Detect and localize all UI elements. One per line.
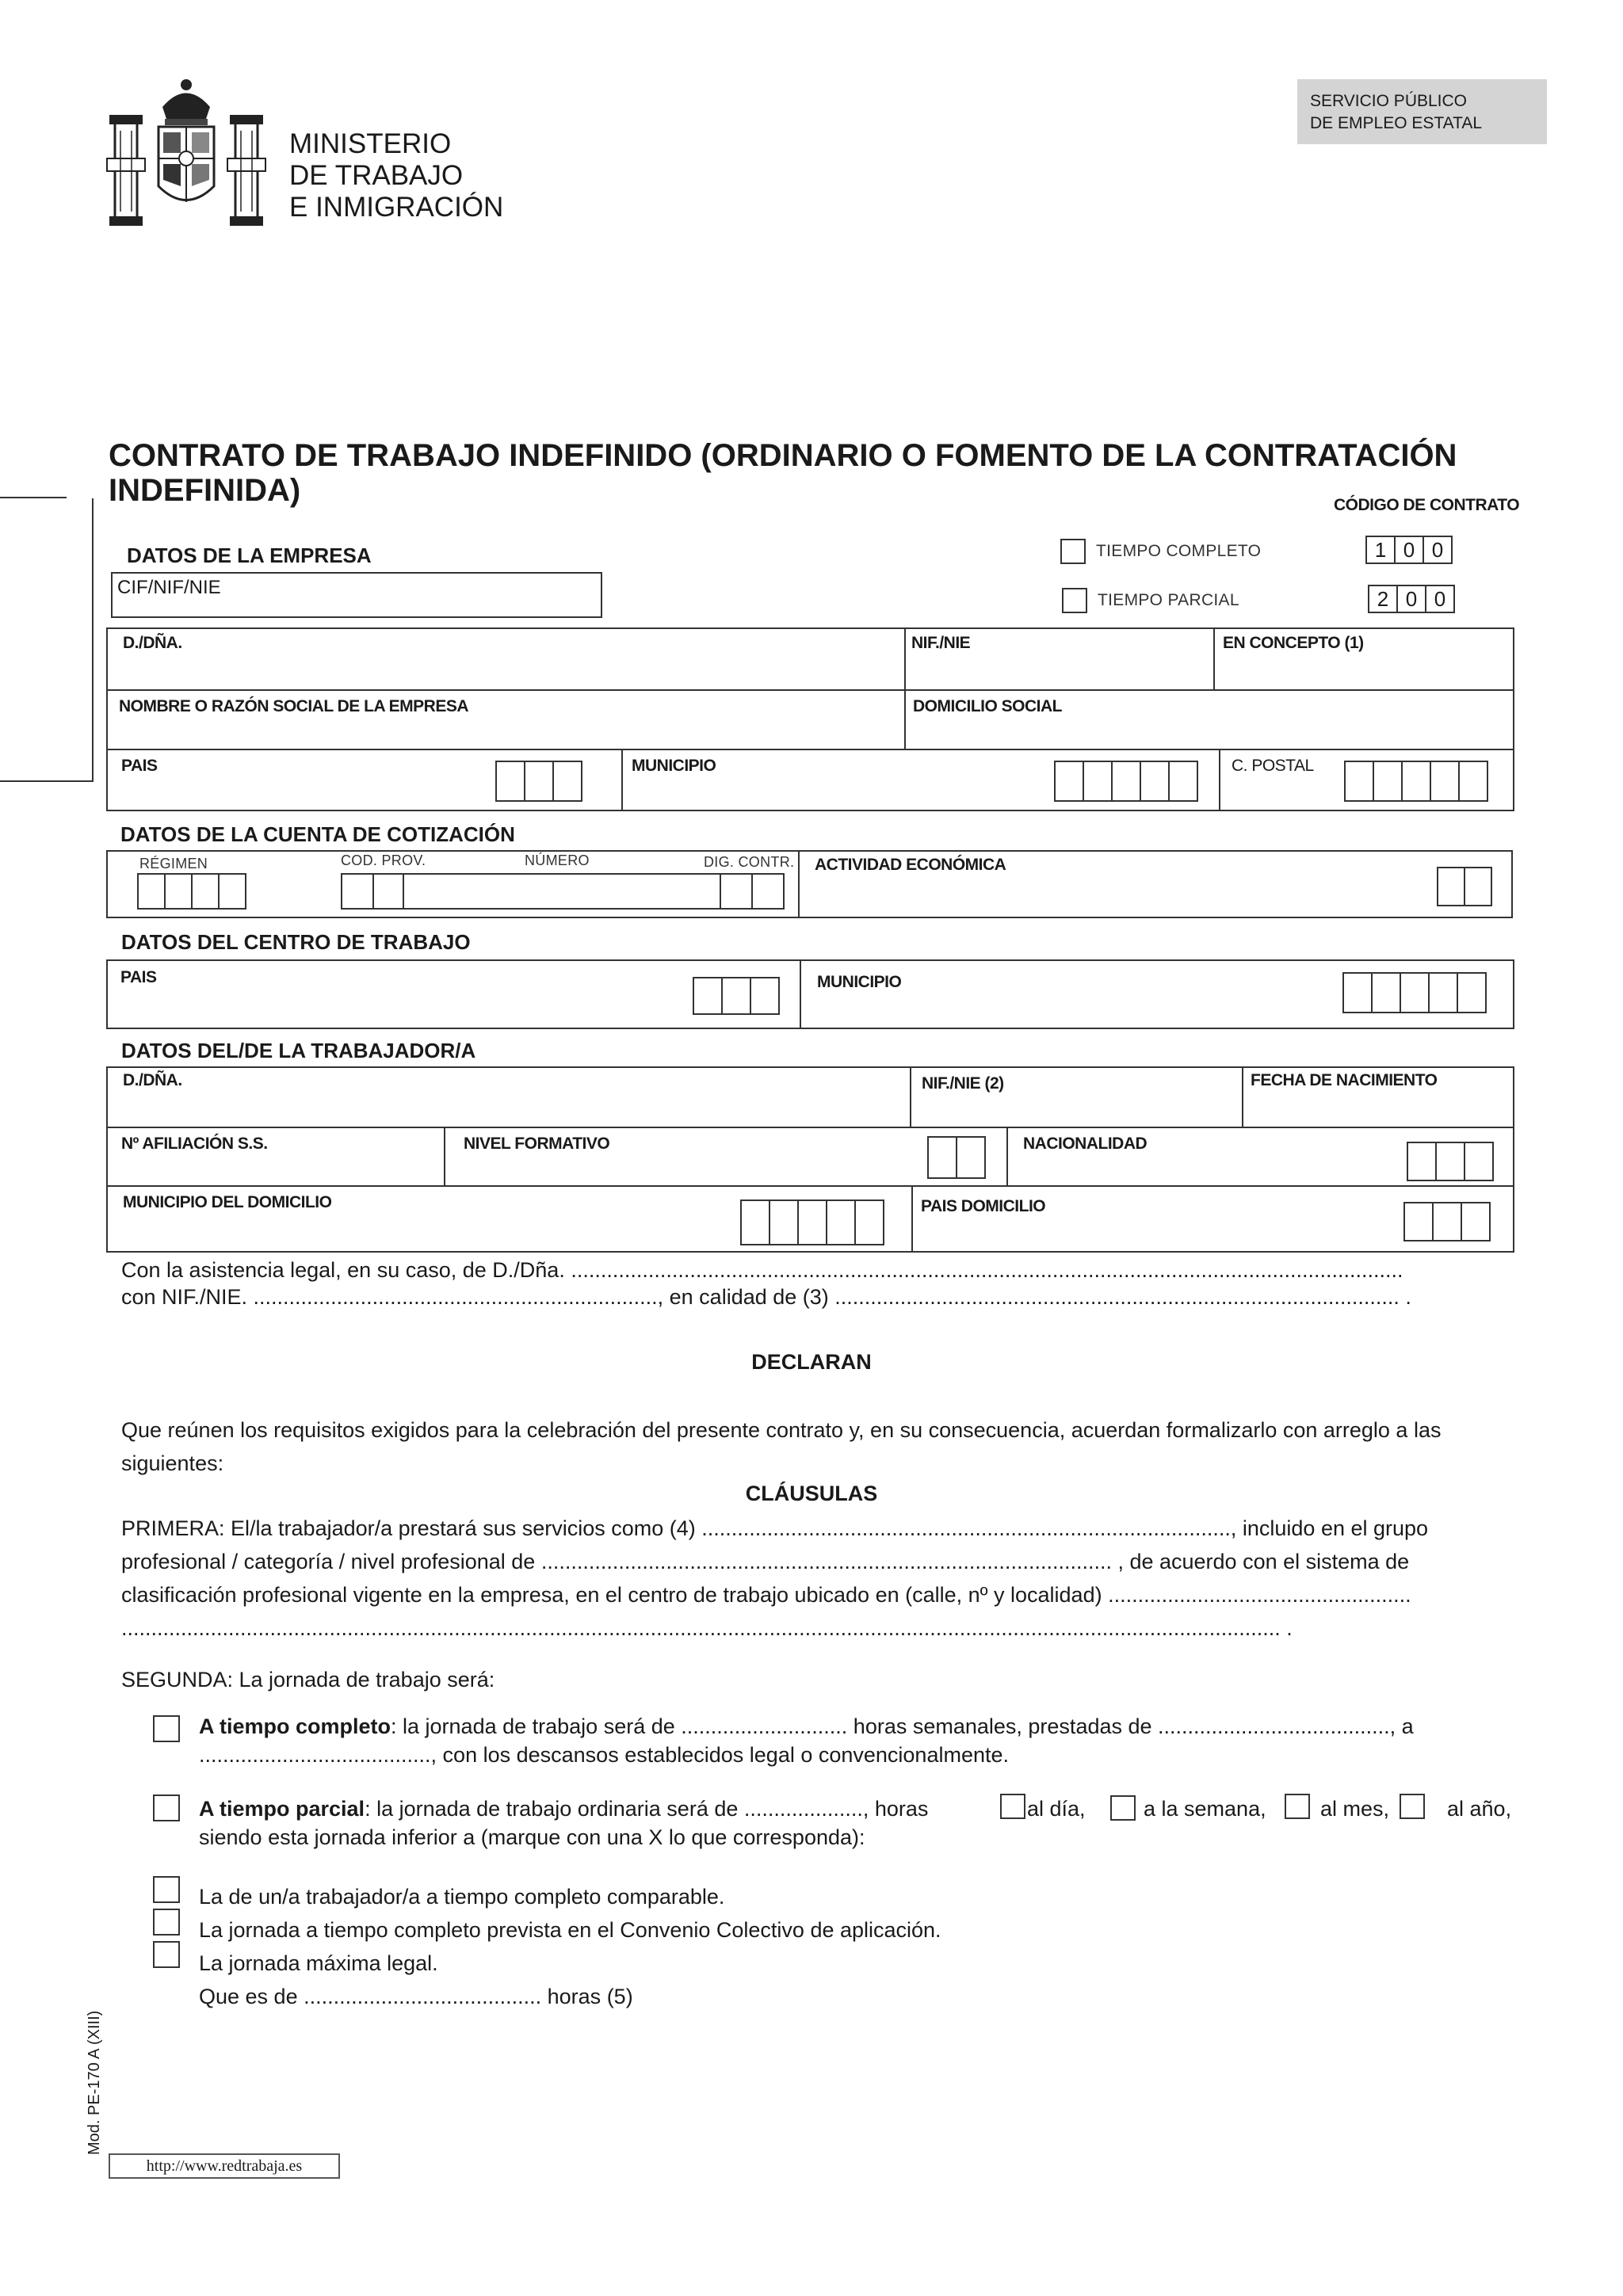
per-month-label: al mes, <box>1320 1797 1390 1821</box>
regime-label: RÉGIMEN <box>139 856 208 871</box>
part-time-options: La de un/a trabajador/a a tiempo completo comparable. La jornada a tiempo completo prevista en el Convenio Colectivo de aplicación. La jornada máxima legal. Que es de ........................................ horas (5) <box>199 1885 941 2008</box>
per-year-checkbox[interactable] <box>1400 1794 1425 1819</box>
account-number-field[interactable] <box>341 873 785 910</box>
assistance-text: Con la asistencia legal, en su caso, de D./Dña. ............................................................................................................................................ con NIF./NIE. ...................................................................., en calidad de (3) ............................................................................................... . <box>121 1258 1411 1309</box>
per-day-checkbox[interactable] <box>1000 1794 1025 1819</box>
declare-heading: DECLARAN <box>751 1350 872 1374</box>
per-day-label: al día, <box>1027 1797 1086 1821</box>
worker-home-municipality-cells[interactable] <box>742 1199 884 1245</box>
workplace-table <box>106 959 1514 1029</box>
contract-code-label: CÓDIGO DE CONTRATO <box>1334 496 1520 514</box>
full-time-schedule-text: A tiempo completo: la jornada de trabajo será de ............................ horas semanales, prestadas de ......................................., a ......................................., con los descansos establecidos legal o convencionalmente. <box>199 1714 1414 1767</box>
full-time-label: TIEMPO COMPLETO <box>1096 542 1262 560</box>
per-week-label: a la semana, <box>1144 1797 1266 1821</box>
worker-d-dna-field[interactable]: D./DÑA. <box>123 1071 182 1089</box>
worker-education-cells[interactable] <box>929 1136 986 1179</box>
worker-nationality-field[interactable]: NACIONALIDAD <box>1023 1135 1148 1153</box>
worker-nationality-cells[interactable] <box>1408 1142 1494 1181</box>
worker-nif-field[interactable]: NIF./NIE (2) <box>922 1074 1004 1093</box>
option-agreement-checkbox[interactable] <box>153 1909 180 1936</box>
company-country-field[interactable]: PAIS <box>121 757 158 775</box>
second-clause: SEGUNDA: La jornada de trabajo será: <box>121 1668 495 1691</box>
company-nif-field[interactable]: NIF./NIE <box>911 634 971 652</box>
company-country-cells[interactable] <box>497 761 582 802</box>
workplace-heading: DATOS DEL CENTRO DE TRABAJO <box>121 930 471 954</box>
margin-bracket <box>0 497 94 782</box>
per-week-checkbox[interactable] <box>1110 1795 1136 1821</box>
model-code: Mod. PE-170 A (XIII) <box>86 2010 103 2155</box>
full-time-code: 1 0 0 <box>1367 536 1453 564</box>
number-label: NÚMERO <box>525 852 590 868</box>
full-time-schedule-checkbox[interactable] <box>153 1715 180 1742</box>
service-badge: SERVICIO PÚBLICO DE EMPLEO ESTATAL <box>1297 79 1547 144</box>
full-time-checkbox[interactable] <box>1060 539 1086 564</box>
company-heading: DATOS DE LA EMPRESA <box>127 543 372 567</box>
per-month-checkbox[interactable] <box>1285 1794 1310 1819</box>
ministry-name: MINISTERIO DE TRABAJO E INMIGRACIÓN <box>289 128 504 223</box>
company-d-dna-field[interactable]: D./DÑA. <box>123 634 182 652</box>
worker-home-country-field[interactable]: PAIS DOMICILIO <box>921 1197 1046 1215</box>
company-concept-field[interactable]: EN CONCEPTO (1) <box>1223 634 1364 652</box>
clauses-heading: CLÁUSULAS <box>745 1482 878 1505</box>
worker-birth-date-field[interactable]: FECHA DE NACIMIENTO <box>1251 1071 1438 1089</box>
company-name-field[interactable]: NOMBRE O RAZÓN SOCIAL DE LA EMPRESA <box>119 697 469 715</box>
company-address-field[interactable]: DOMICILIO SOCIAL <box>913 697 1062 715</box>
workplace-municipality-cells[interactable] <box>1344 972 1487 1013</box>
worker-education-field[interactable]: NIVEL FORMATIVO <box>464 1135 610 1153</box>
contribution-heading: DATOS DE LA CUENTA DE COTIZACIÓN <box>120 822 515 846</box>
company-table <box>106 627 1514 811</box>
worker-home-country-cells[interactable] <box>1405 1202 1491 1241</box>
regime-cells[interactable] <box>139 873 246 910</box>
workplace-country-cells[interactable] <box>694 977 780 1015</box>
workplace-municipality-field[interactable]: MUNICIPIO <box>817 973 902 991</box>
company-postal-field[interactable]: C. POSTAL <box>1232 757 1314 775</box>
company-postal-cells[interactable] <box>1346 761 1488 802</box>
per-year-label: al año, <box>1447 1797 1512 1821</box>
part-time-label: TIEMPO PARCIAL <box>1098 591 1239 609</box>
workplace-country-field[interactable]: PAIS <box>120 968 157 986</box>
cif-field[interactable]: CIF/NIF/NIE <box>111 572 602 618</box>
document-title: CONTRATO DE TRABAJO INDEFINIDO (ORDINARIO O FOMENTO DE LA CONTRATACIÓN INDEFINIDA) <box>109 438 1457 508</box>
activity-field[interactable]: ACTIVIDAD ECONÓMICA <box>815 856 1006 874</box>
first-clause: PRIMERA: El/la trabajador/a prestará sus servicios como (4) ........................................................................................., incluido en el grupo profesional / categoría / nivel profesional de ................................................................................................ , de acuerdo con el sistema de clasificación profesional vigente en la empresa, en el centro de trabajo ubicado en (calle, nº y localidad) ................................................... ................................................................................................................................................................................................... . <box>121 1516 1429 1640</box>
company-municipality-cells[interactable] <box>1056 761 1198 802</box>
part-time-checkbox[interactable] <box>1062 588 1087 613</box>
option-max-legal-checkbox[interactable] <box>153 1941 180 1968</box>
worker-heading: DATOS DEL/DE LA TRABAJADOR/A <box>121 1039 476 1062</box>
check-digit-label: DIG. CONTR. <box>704 854 795 870</box>
option-comparable-checkbox[interactable] <box>153 1876 180 1903</box>
company-municipality-field[interactable]: MUNICIPIO <box>632 757 716 775</box>
part-time-code: 2 0 0 <box>1369 585 1455 613</box>
worker-ss-field[interactable]: Nº AFILIACIÓN S.S. <box>121 1135 268 1153</box>
part-time-schedule-text: A tiempo parcial: la jornada de trabajo ordinaria será de ...................., horas <box>199 1797 929 1821</box>
coat-of-arms-icon <box>103 75 269 234</box>
website-link[interactable]: http://www.redtrabaja.es <box>109 2153 340 2179</box>
declare-text: Que reúnen los requisitos exigidos para la celebración del presente contrato y, en su consecuencia, acuerdan formalizarlo con arreglo a las siguientes: <box>121 1418 1442 1475</box>
part-time-schedule-checkbox[interactable] <box>153 1794 180 1821</box>
part-time-line2: siendo esta jornada inferior a (marque con una X lo que corresponda): <box>199 1825 865 1849</box>
activity-cells[interactable] <box>1438 867 1492 906</box>
worker-home-municipality-field[interactable]: MUNICIPIO DEL DOMICILIO <box>123 1193 332 1211</box>
prov-code-label: COD. PROV. <box>341 852 426 868</box>
contribution-table <box>106 850 1513 918</box>
